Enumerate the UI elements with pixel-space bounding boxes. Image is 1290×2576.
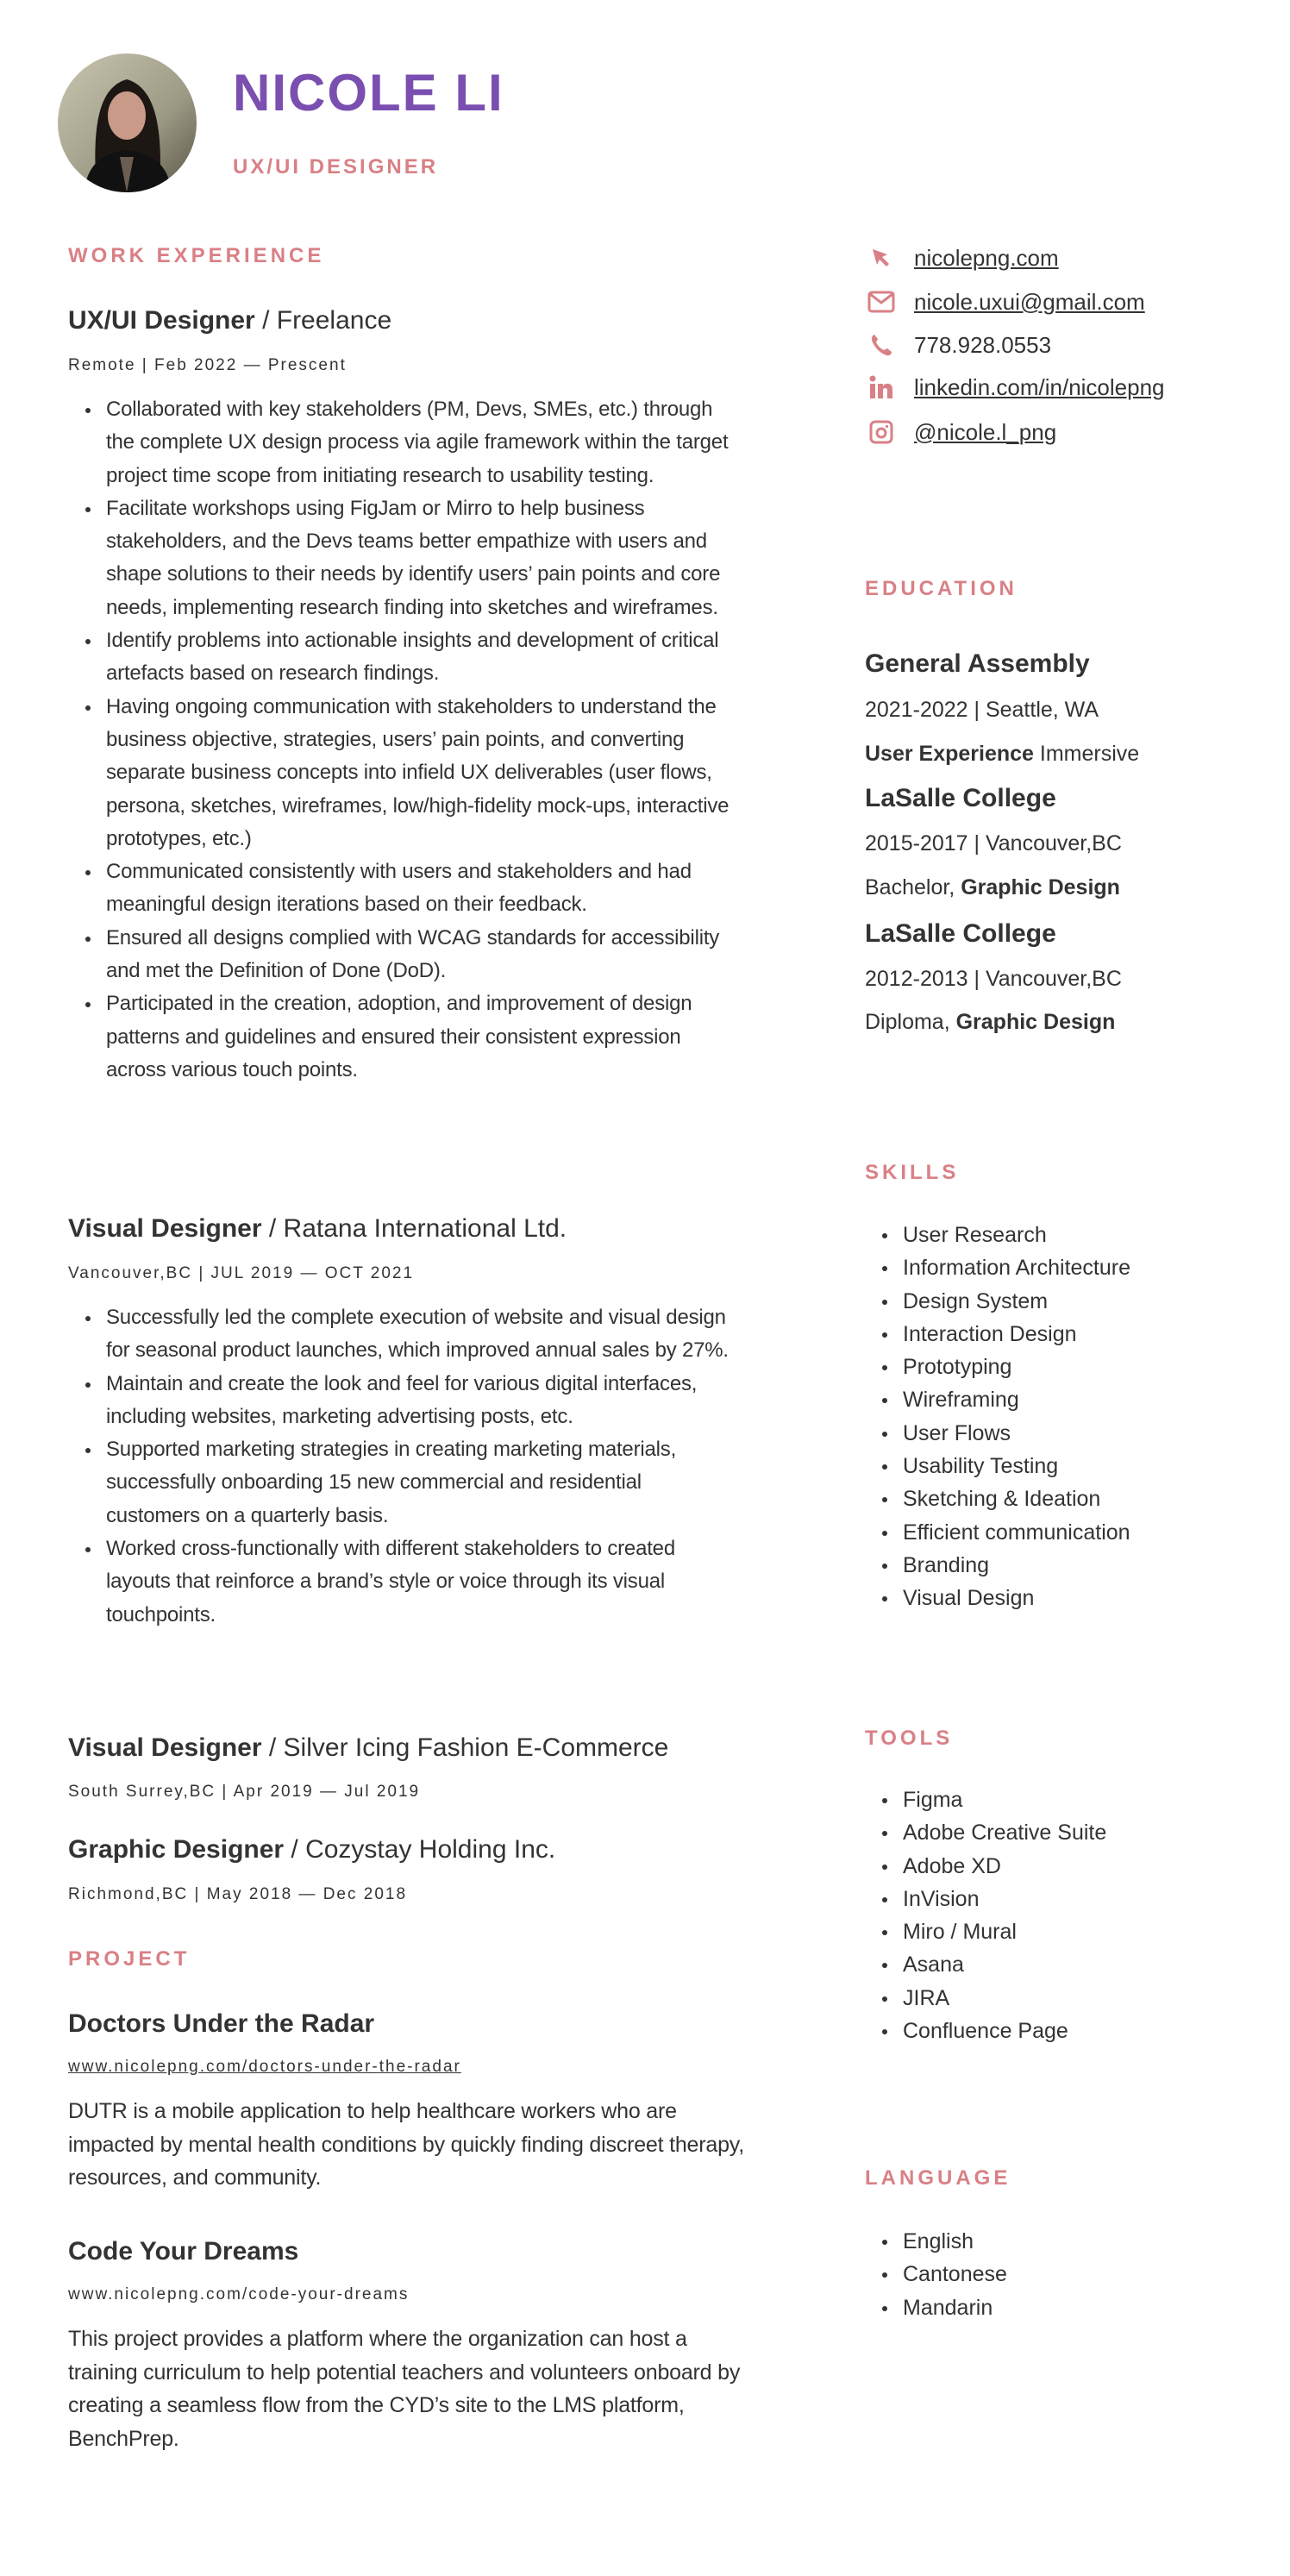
education-dates: 2021-2022 | Seattle, WA xyxy=(865,698,1099,722)
list-item: Asana xyxy=(865,1948,1106,1981)
job-title: Visual Designer / Silver Icing Fashion E-Commerce xyxy=(68,1733,669,1762)
section-heading-language: LANGUAGE xyxy=(865,2166,1011,2190)
list-item: Interaction Design xyxy=(865,1318,1130,1351)
job-title: UX/UI Designer / Freelance xyxy=(68,306,392,335)
language-list xyxy=(865,2225,1007,2324)
list-item: Participated in the creation, adoption, and improvement of design patterns and guidelines and ensured their consistent expression across various touch points. xyxy=(68,987,741,1087)
list-item: Supported marketing strategies in creating marketing materials, successfully onboarding 15 new commercial and residential customers on a quarterly basis. xyxy=(68,1433,741,1532)
education-dates: 2012-2013 | Vancouver,BC xyxy=(865,967,1122,991)
job-meta: South Surrey,BC | Apr 2019 — Jul 2019 xyxy=(68,1783,421,1801)
list-item: User Research xyxy=(865,1219,1130,1251)
list-item: Collaborated with key stakeholders (PM, Devs, SMEs, etc.) through the complete UX design process via agile framework within the target project time scope from initiating research to usability testing. xyxy=(68,393,741,492)
project-link[interactable]: www.nicolepng.com/doctors-under-the-radar xyxy=(68,2058,461,2076)
list-item: Confluence Page xyxy=(865,2015,1106,2047)
list-item: Identify problems into actionable insights and development of critical artefacts based on research findings. xyxy=(68,624,741,691)
skills-list xyxy=(865,1219,1130,1615)
website-link[interactable]: nicolepng.com xyxy=(914,244,1059,271)
phone-icon xyxy=(867,330,896,360)
list-item: Maintain and create the look and feel for various digital interfaces, including websites, marketing advertising posts, etc. xyxy=(68,1368,741,1434)
job-bullets xyxy=(68,393,741,1087)
list-item: Prototyping xyxy=(865,1351,1130,1383)
linkedin-link[interactable]: linkedin.com/in/nicolepng xyxy=(914,373,1165,400)
list-item: Figma xyxy=(865,1783,1106,1816)
list-item: English xyxy=(865,2225,1007,2258)
job-bullets xyxy=(68,1301,741,1632)
list-item: InVision xyxy=(865,1883,1106,1915)
list-item: Design System xyxy=(865,1285,1130,1318)
list-item: Branding xyxy=(865,1549,1130,1582)
list-item: Adobe XD xyxy=(865,1850,1106,1883)
contact-instagram[interactable] xyxy=(867,415,1056,449)
project-title: Code Your Dreams xyxy=(68,2237,299,2266)
list-item: Information Architecture xyxy=(865,1251,1130,1284)
instagram-icon xyxy=(867,417,896,447)
list-item: Visual Design xyxy=(865,1582,1130,1614)
education-degree: User Experience Immersive xyxy=(865,742,1140,766)
section-heading-education: EDUCATION xyxy=(865,577,1018,600)
project-description: This project provides a platform where the organization can host a training curriculum to help potential teachers and volunteers onboard by creating a seamless flow from the CYD’s site to the LMS platform, BenchPrep. xyxy=(68,2327,741,2451)
list-item: User Flows xyxy=(865,1417,1130,1450)
job-meta: Remote | Feb 2022 — Prescent xyxy=(68,356,347,374)
education-dates: 2015-2017 | Vancouver,BC xyxy=(865,831,1122,856)
cursor-icon xyxy=(867,243,896,273)
contact-email[interactable] xyxy=(867,285,1145,319)
phone-number: 778.928.0553 xyxy=(914,331,1052,358)
contact-linkedin[interactable] xyxy=(867,370,1165,404)
job-meta: Richmond,BC | May 2018 — Dec 2018 xyxy=(68,1885,408,1903)
section-heading-tools: TOOLS xyxy=(865,1727,954,1750)
list-item: Adobe Creative Suite xyxy=(865,1816,1106,1849)
section-heading-skills: SKILLS xyxy=(865,1161,960,1184)
list-item: Successfully led the complete execution of website and visual design for seasonal product launches, which improved annual sales by 27%. xyxy=(68,1301,741,1368)
list-item: Miro / Mural xyxy=(865,1915,1106,1948)
education-degree: Bachelor, Graphic Design xyxy=(865,875,1120,899)
list-item: Worked cross-functionally with different stakeholders to created layouts that reinforce a brand’s style or voice through its visual touchpoints. xyxy=(68,1532,741,1632)
list-item: Usability Testing xyxy=(865,1450,1130,1482)
profile-photo xyxy=(58,53,197,192)
candidate-title: UX/UI DESIGNER xyxy=(233,155,439,179)
list-item: JIRA xyxy=(865,1982,1106,2015)
job-meta: Vancouver,BC | JUL 2019 — OCT 2021 xyxy=(68,1264,415,1282)
job-title: Visual Designer / Ratana International Ltd. xyxy=(68,1214,567,1243)
list-item: Sketching & Ideation xyxy=(865,1482,1130,1515)
list-item: Ensured all designs complied with WCAG standards for accessibility and met the Definition of Done (DoD). xyxy=(68,922,741,988)
project-description: DUTR is a mobile application to help healthcare workers who are impacted by mental health conditions by quickly finding discreet therapy, resources, and community. xyxy=(68,2099,744,2190)
list-item: Efficient communication xyxy=(865,1516,1130,1549)
project-title: Doctors Under the Radar xyxy=(68,2009,375,2038)
list-item: Cantonese xyxy=(865,2258,1007,2291)
school-name: LaSalle College xyxy=(865,919,1056,948)
education-degree: Diploma, Graphic Design xyxy=(865,1010,1116,1034)
list-item: Mandarin xyxy=(865,2291,1007,2324)
contact-phone xyxy=(867,328,1051,362)
list-item: Communicated consistently with users and stakeholders and had meaningful design iterations based on their feedback. xyxy=(68,856,741,922)
school-name: LaSalle College xyxy=(865,784,1056,812)
section-heading-work: WORK EXPERIENCE xyxy=(68,244,325,267)
email-link[interactable]: nicole.uxui@gmail.com xyxy=(914,288,1145,315)
contact-website[interactable] xyxy=(867,241,1059,275)
tools-list xyxy=(865,1783,1106,2047)
list-item: Wireframing xyxy=(865,1383,1130,1416)
project-link[interactable]: www.nicolepng.com/code-your-dreams xyxy=(68,2285,410,2303)
section-heading-project: PROJECT xyxy=(68,1947,191,1971)
candidate-name: NICOLE LI xyxy=(233,64,504,122)
list-item: Having ongoing communication with stakeholders to understand the business objective, strategies, users’ pain points, and converting separate business concepts into infield UX deliverables (user flows, persona, sketches, wireframes, low/high-fidelity mock-ups, interactive prototypes, etc.) xyxy=(68,691,741,856)
linkedin-icon xyxy=(867,373,896,402)
list-item: Facilitate workshops using FigJam or Mirro to help business stakeholders, and the Devs teams better empathize with users and shape solutions to their needs by identify users’ pain points and core needs, implementing research finding into sketches and wireframes. xyxy=(68,492,741,624)
mail-icon xyxy=(867,287,896,317)
instagram-link[interactable]: @nicole.l_png xyxy=(914,418,1057,445)
school-name: General Assembly xyxy=(865,649,1090,678)
job-title: Graphic Designer / Cozystay Holding Inc. xyxy=(68,1835,556,1864)
